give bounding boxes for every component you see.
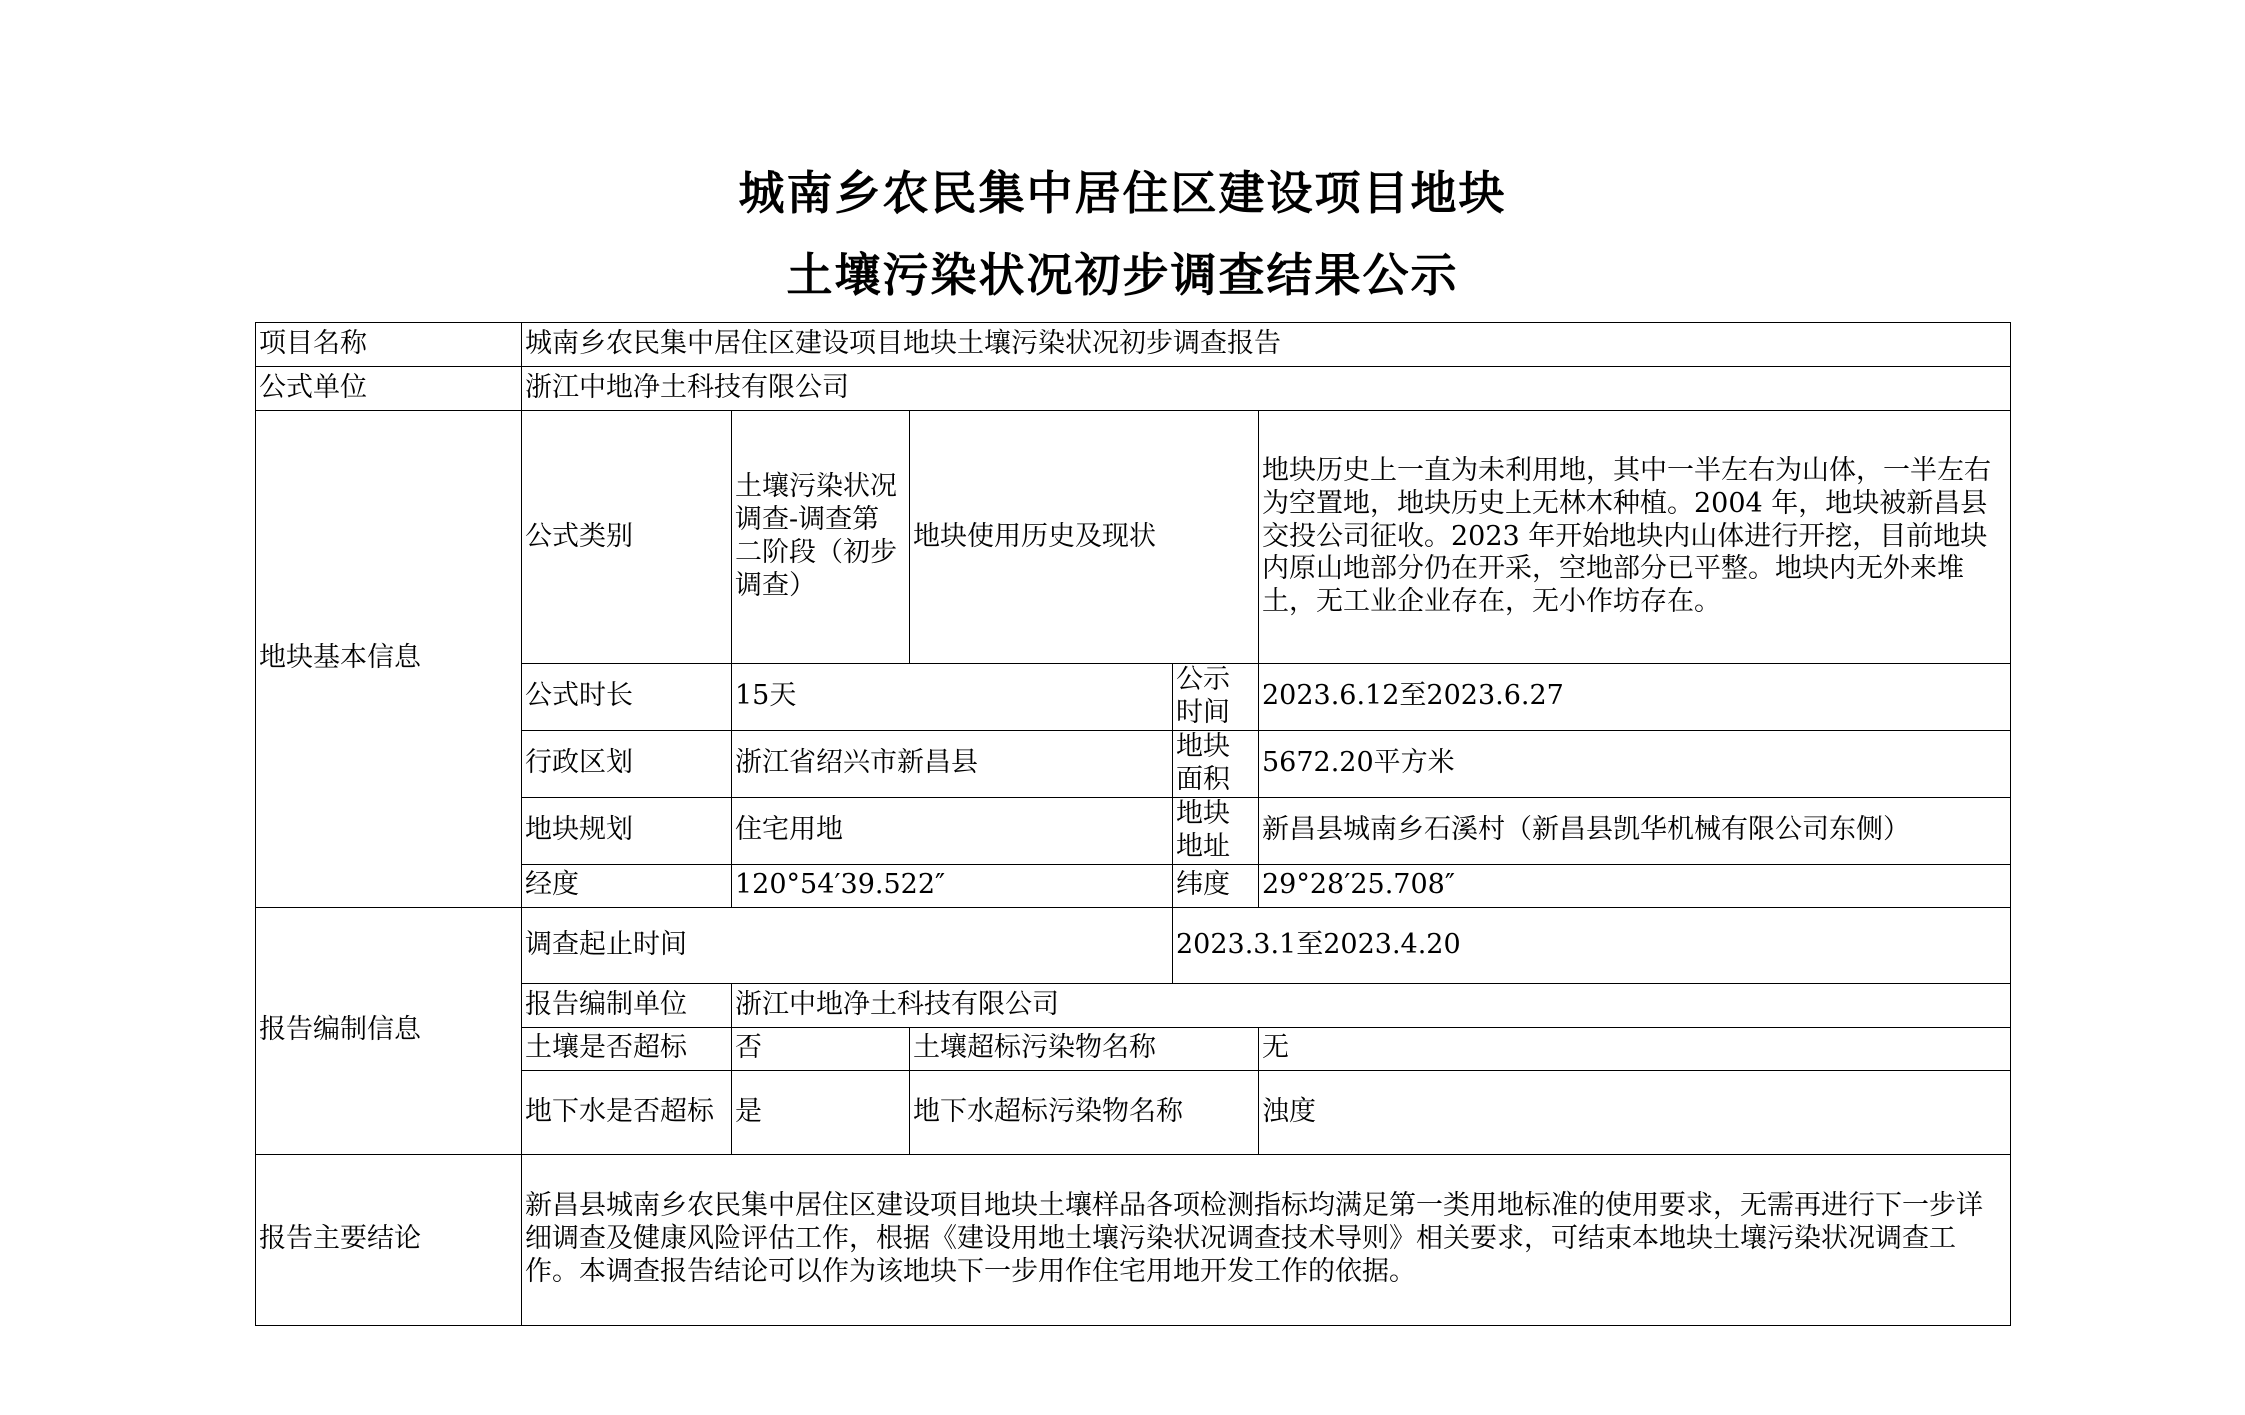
soil-pollutant-value: 无 [1259,1027,2011,1070]
area-value: 5672.20平方米 [1259,730,2011,797]
table-row [256,323,2011,367]
soil-exceed-label: 土壤是否超标 [522,1027,732,1070]
publisher-value: 浙江中地净土科技有限公司 [522,367,2011,411]
groundwater-exceed-value: 是 [732,1070,910,1154]
type-value: 土壤污染状况调查-调查第二阶段（初步调查） [732,411,910,664]
notice-time-label: 公示时间 [1173,664,1259,731]
address-value: 新昌县城南乡石溪村（新昌县凯华机械有限公司东侧） [1259,797,2011,864]
longitude-label: 经度 [522,864,732,907]
groundwater-exceed-label: 地下水是否超标 [522,1070,732,1154]
duration-value: 15天 [732,664,1173,731]
table-row [256,907,2011,983]
address-label: 地块地址 [1173,797,1259,864]
notice-time-value: 2023.6.12至2023.6.27 [1259,664,2011,731]
conclusion-label: 报告主要结论 [256,1154,522,1325]
groundwater-pollutant-label: 地下水超标污染物名称 [910,1070,1259,1154]
history-value: 地块历史上一直为未利用地，其中一半左右为山体，一半左右为空置地，地块历史上无林木种植。2004 年，地块被新昌县交投公司征收。2023 年开始地块内山体进行开挖，目前地块内原山地部分仍在开采，空地部分已平整。地块内无外来堆土，无工业企业存在，无小作坊存在。 [1259,411,2011,664]
soil-pollutant-label: 土壤超标污染物名称 [910,1027,1259,1070]
report-unit-label: 报告编制单位 [522,983,732,1027]
project-name-value: 城南乡农民集中居住区建设项目地块土壤污染状况初步调查报告 [522,323,2011,367]
table-row [256,411,2011,664]
groundwater-pollutant-value: 浊度 [1259,1070,2011,1154]
report-info-label: 报告编制信息 [256,907,522,1154]
report-unit-value: 浙江中地净土科技有限公司 [732,983,2011,1027]
survey-period-label: 调查起止时间 [522,907,1173,983]
table-row [256,1154,2011,1325]
document-title-line-1: 城南乡农民集中居住区建设项目地块 [738,166,1507,220]
plan-value: 住宅用地 [732,797,1173,864]
survey-period-value: 2023.3.1至2023.4.20 [1173,907,2011,983]
area-label: 地块面积 [1173,730,1259,797]
info-table [255,322,2011,1326]
latitude-label: 纬度 [1173,864,1259,907]
basic-info-label: 地块基本信息 [256,411,522,908]
plan-label: 地块规划 [522,797,732,864]
type-label: 公式类别 [522,411,732,664]
project-name-label: 项目名称 [256,323,522,367]
table-row [256,367,2011,411]
region-value: 浙江省绍兴市新昌县 [732,730,1173,797]
soil-exceed-value: 否 [732,1027,910,1070]
history-label: 地块使用历史及现状 [910,411,1259,664]
region-label: 行政区划 [522,730,732,797]
document-title-line-2: 土壤污染状况初步调查结果公示 [786,248,1459,302]
publisher-label: 公式单位 [256,367,522,411]
duration-label: 公式时长 [522,664,732,731]
latitude-value: 29°28′25.708″ [1259,864,2011,907]
longitude-value: 120°54′39.522″ [732,864,1173,907]
conclusion-value: 新昌县城南乡农民集中居住区建设项目地块土壤样品各项检测指标均满足第一类用地标准的使用要求，无需再进行下一步详细调查及健康风险评估工作，根据《建设用地土壤污染状况调查技术导则》相关要求，可结束本地块土壤污染状况调查工作。本调查报告结论可以作为该地块下一步用作住宅用地开发工作的依据。 [522,1154,2011,1325]
